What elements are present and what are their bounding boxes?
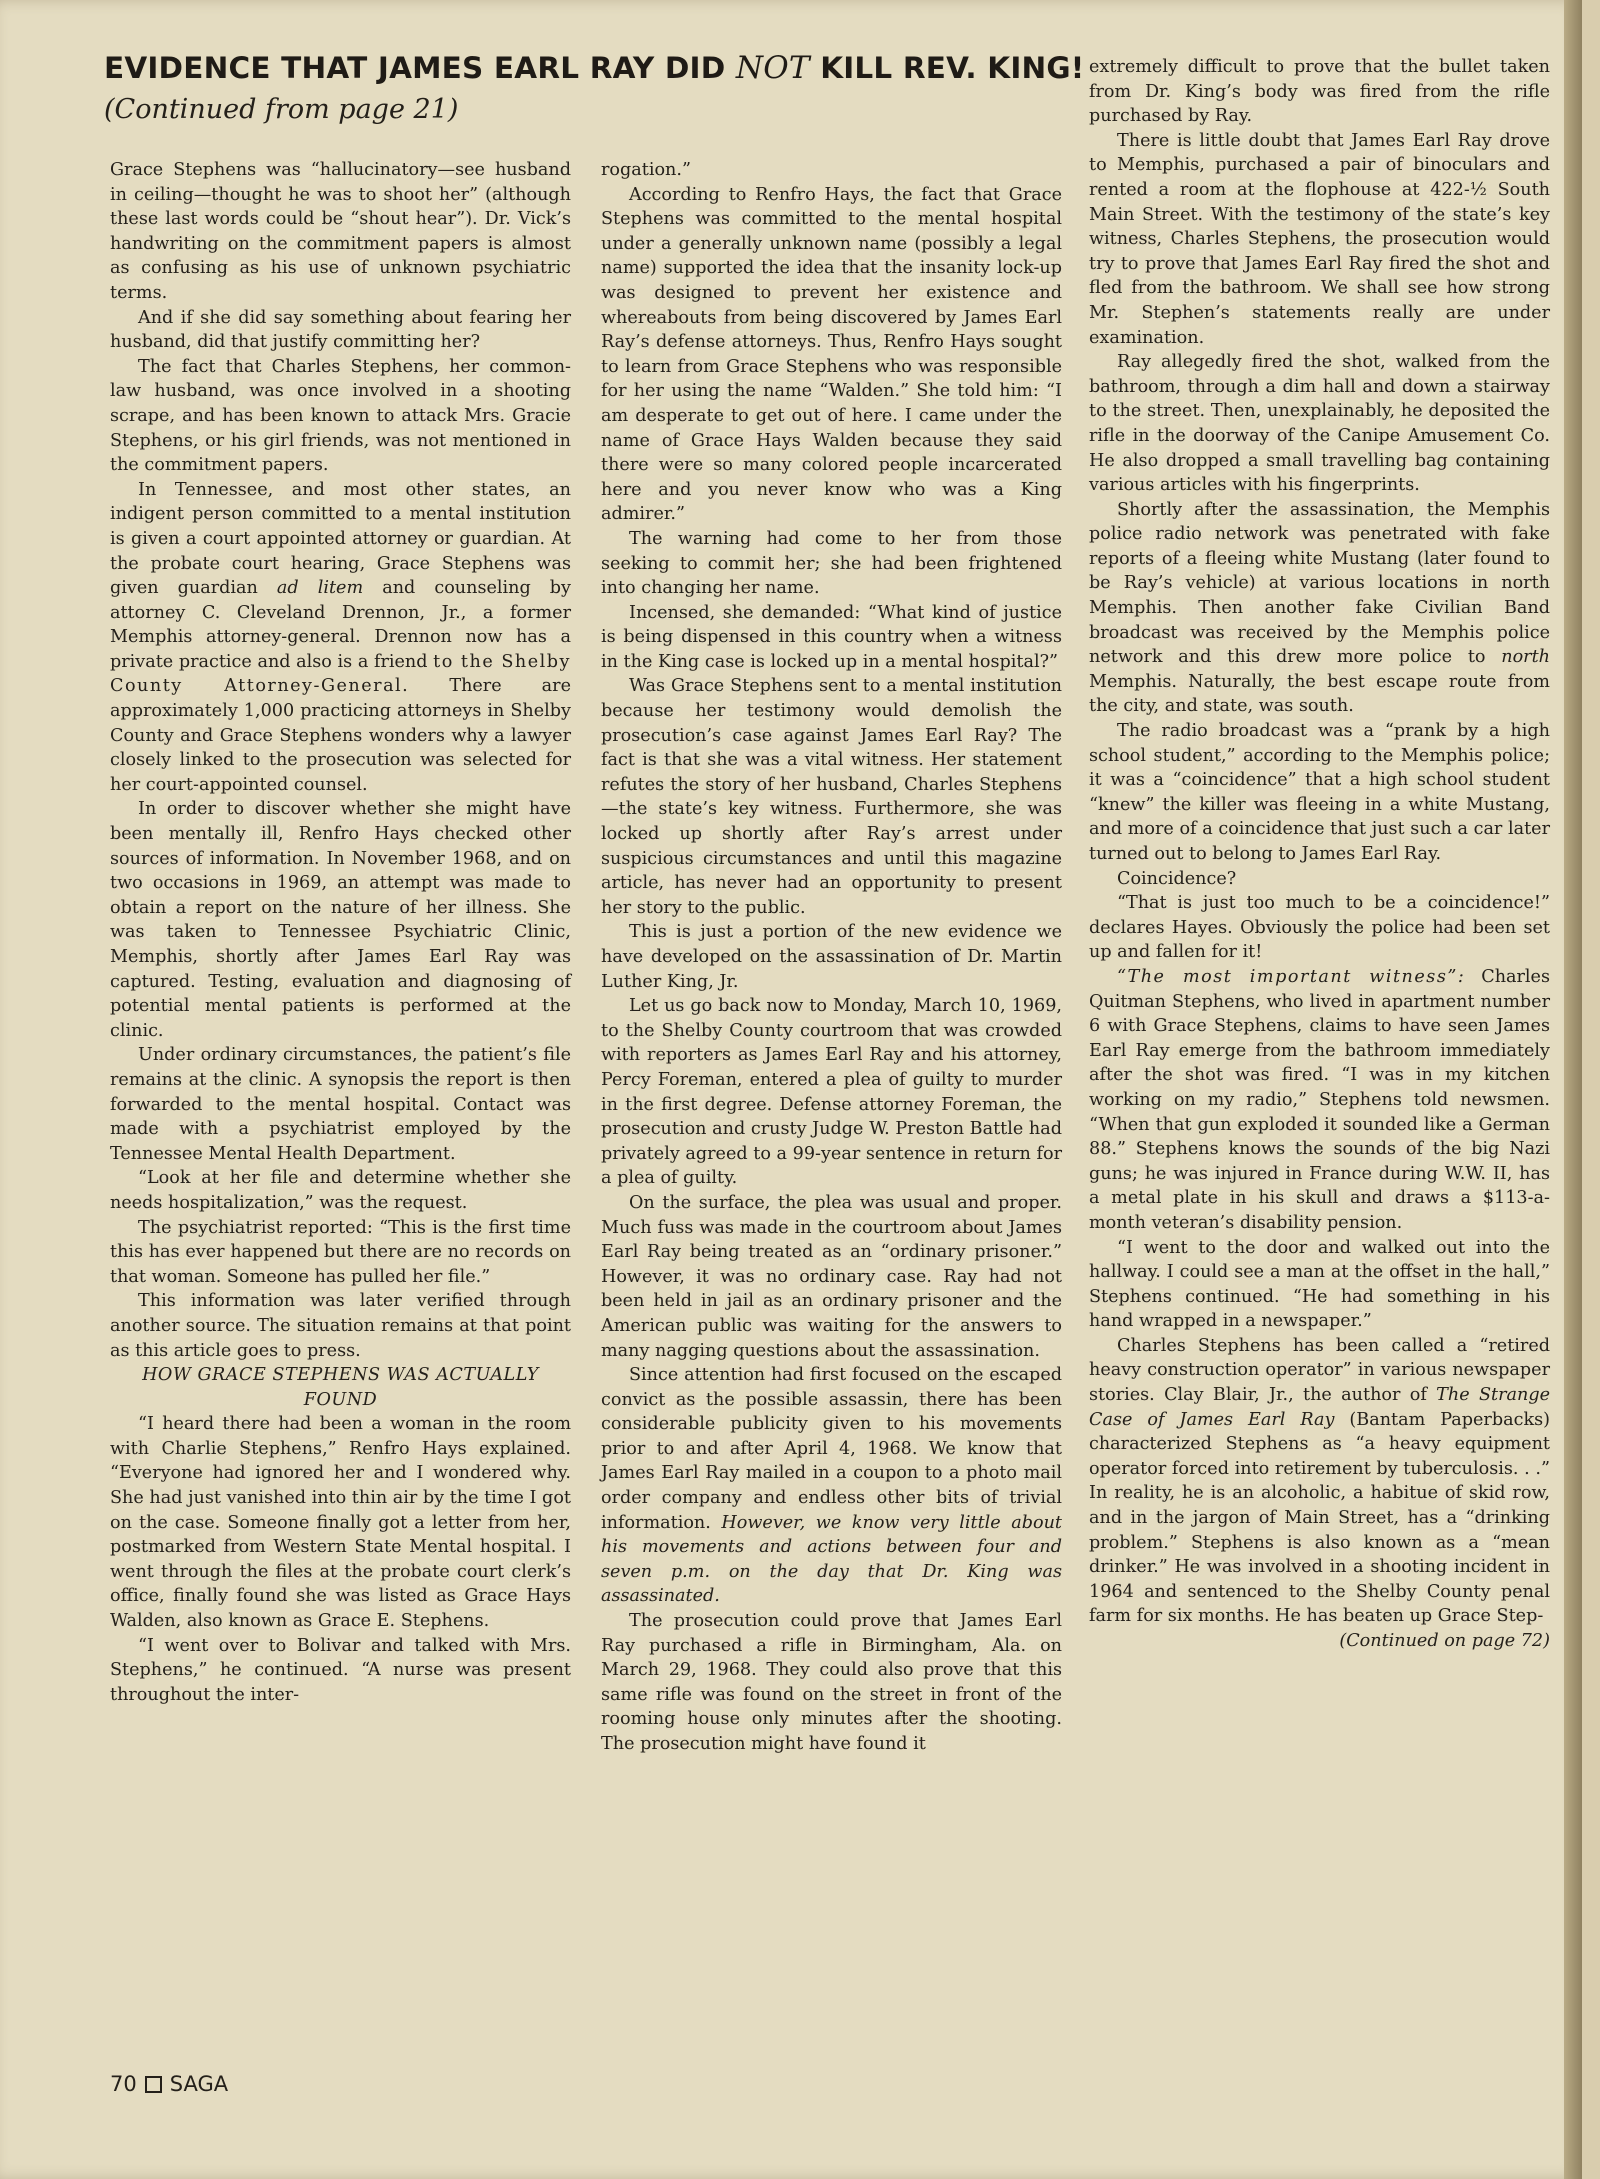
paragraph: “Look at her file and determine whether she needs hospitalization,” was the request. — [110, 1168, 571, 1213]
section-heading: HOW GRACE STEPHENS WAS ACTUALLY FOUND — [142, 1365, 539, 1410]
paragraph: Ray allegedly fired the shot, walked from the bathroom, through a dim hall and down a stairway to the street. Then, unexplainably, he deposited the rifle in the doorway of the Canipe Amusement Co. He also dropped a small travelling bag containing various articles with his fingerprints. — [1089, 352, 1550, 496]
text-run: Since attention had first focused on the escaped convict as the possible assassin, there has been considerable publicity given to his movements prior to and after April 4, 1968. We know that James Earl Ray mailed in a coupon to a photo mail order company and endless other bits of trivial information. — [601, 1365, 1062, 1533]
italic-subheading: “The most important witness”: — [1117, 966, 1466, 987]
square-box-icon — [145, 2076, 162, 2093]
text-run: Shortly after the assassination, the Memphis police radio network was penetrated with fake reports of a fleeing white Mustang (later found to be Ray’s vehicle) at various locations in north Memphis. Then another fake Civilian Band broadcast was received by the Memphis police network and this drew more police to — [1089, 499, 1550, 668]
paragraph: “I heard there had been a woman in the room with Charlie Stephens,” Renfro Hays explained. “Everyone had ignored her and I wondered why. She had just vanished into thin air by the time I got on the case. Someone finally got a letter from her, postmarked from Western State Mental hospital. I went through the files at the probate court clerk’s office, finally found she was listed as Grace Hays Walden, also known as Grace E. Stephens. — [110, 1414, 571, 1632]
text-column-1 — [110, 158, 571, 1707]
page-footer — [110, 2072, 228, 2096]
paragraph: “I went to the door and walked out into the hallway. I could see a man at the offset in the hall,” Stephens continued. “He had something in his hand wrapped in a newspaper.” — [1089, 1237, 1550, 1332]
paragraph: The fact that Charles Stephens, her common-law husband, was once involved in a shooting scrape, and has been known to attack Mrs. Gracie Stephens, or his girl friends, was not mentioned in the commitment papers. — [110, 356, 571, 476]
text-run: to the Shelby County Attorney-General. — [110, 651, 571, 697]
continued-on-note: (Continued on page 72) — [1339, 1631, 1550, 1651]
paragraph: “That is just too much to be a coincidence!” declares Hayes. Obviously the police had been set up and fallen for it! — [1089, 893, 1550, 963]
paragraph: On the surface, the plea was usual and proper. Much fuss was made in the courtroom about James Earl Ray being treated as an “ordinary prisoner.” However, it was no ordinary case. Ray had not been held in jail as an ordinary prisoner and the American public was waiting for the answers to many nagging questions about the assassination. — [601, 1192, 1062, 1361]
continued-from-note: (Continued from page 21) — [104, 94, 459, 125]
italic-text: ad litem — [276, 578, 364, 599]
text-column-3 — [1089, 55, 1550, 1654]
paragraph: The radio broadcast was a “prank by a high school student,” according to the Memphis police; it was a “coincidence” that a high school student “knew” the killer was fleeing in a white Mustang, and more of a coincidence that just such a car later turned out to belong to James Earl Ray. — [1089, 721, 1550, 864]
paragraph: The prosecution could prove that James Earl Ray purchased a rifle in Birmingham, Ala. on March 29, 1968. They could also prove that this same rifle was found on the street in front of the rooming house only minutes after the shooting. The prosecution might have found it — [601, 1611, 1062, 1754]
magazine-name: SAGA — [169, 2072, 229, 2096]
text-run: There are approximately 1,000 practicing attorneys in Shelby County and Grace Stephens wonders why a lawyer closely linked to the prosecution was selected for her court-appointed counsel. — [110, 676, 571, 795]
paragraph — [1089, 498, 1550, 719]
paragraph — [1089, 1334, 1550, 1629]
paragraph: Incensed, she demanded: “What kind of justice is being dispensed in this country when a witness in the King case is locked up in a mental hospital?” — [601, 602, 1062, 672]
paragraph: This information was later verified through another source. The situation remains at that point as this article goes to press. — [110, 1291, 571, 1361]
text-run: In Tennessee, and most other states, an indigent person committed to a mental institution is given a court appointed attorney or guardian. At the probate court hearing, Grace Stephens was given guardian — [110, 479, 571, 599]
italic-text: north — [1501, 647, 1550, 668]
paragraph: Was Grace Stephens sent to a mental institution because her testimony would demolish the prosecution’s case against James Earl Ray? The fact is that she was a vital witness. Her statement refutes the story of her husband, Charles Stephens—the state’s key witness. Furthermore, she was locked up shortly after Ray’s arrest under suspicious circumstances and until this magazine article, has never had an opportunity to present her story to the public. — [601, 676, 1062, 918]
text-run: Memphis. Naturally, the best escape route from the city, and state, was south. — [1089, 671, 1550, 717]
headline-text: EVIDENCE THAT JAMES EARL RAY DID — [104, 51, 736, 85]
paragraph: Grace Stephens was “hallucinatory—see husband in ceiling—thought he was to shoot her” (although these last words could be “shout hear”). Dr. Vick’s handwriting on the commitment papers is almost as confusing as his use of unknown psychiatric terms. — [110, 160, 571, 303]
paragraph: And if she did say something about fearing her husband, did that justify committing her? — [110, 307, 571, 353]
paragraph: In order to discover whether she might have been mentally ill, Renfro Hays checked other sources of information. In November 1968, and on two occasions in 1969, an attempt was made to obtain a report on the nature of her illness. She was taken to Tennessee Psychiatric Clinic, Memphis, shortly after James Earl Ray was captured. Testing, evaluation and diagnosing of potential mental patients is performed at the clinic. — [110, 799, 571, 1041]
paragraph: The psychiatrist reported: “This is the first time this has ever happened but there are no records on that woman. Someone has pulled her file.” — [110, 1217, 571, 1287]
paragraph — [601, 1363, 1062, 1609]
paragraph: The warning had come to her from those seeking to commit her; she had been frightened into changing her name. — [601, 528, 1062, 599]
page-edge — [1564, 0, 1582, 2179]
paragraph: There is little doubt that James Earl Ray drove to Memphis, purchased a pair of binoculars and rented a room at the flophouse at 422-½ South Main Street. With the testimony of the state’s key witness, Charles Stephens, the prosecution would try to prove that James Earl Ray fired the shot and fled from the bathroom. We shall see how strong Mr. Stephen’s statements really are under examination. — [1089, 130, 1550, 348]
page-number: 70 — [110, 2072, 137, 2096]
headline-text-end: KILL REV. KING! — [809, 51, 1085, 85]
paragraph: Under ordinary circumstances, the patient’s file remains at the clinic. A synopsis the report is then forwarded to the mental hospital. Contact was made with a psychiatrist employed by the Tennessee Mental Health Department. — [110, 1045, 571, 1164]
text-run: and counseling by attorney C. Cleveland Drennon, Jr., a former Memphis attorney-general. Drennon now has a private practice and also is a friend — [110, 578, 571, 672]
text-column-2 — [601, 158, 1062, 1757]
text-run: (Bantam Paperbacks) characterized Stephens as “a heavy equipment operator forced into retirement by tuberculosis. . .” In reality, he is an alcoholic, a habitue of skid row, and in the jargon of Main Street, has a “drinking problem.” Stephens is also known as a “mean drinker.” He was involved in a shooting incident in 1964 and sentenced to the Shelby County penal farm for six months. He has beaten up Grace Step- — [1089, 1409, 1551, 1627]
paragraph: This is just a portion of the new evidence we have developed on the assassination of Dr. Martin Luther King, Jr. — [601, 922, 1062, 992]
paragraph — [1089, 965, 1550, 1236]
paragraph: Coincidence? — [1117, 868, 1237, 889]
paragraph: Let us go back now to Monday, March 10, 1969, to the Shelby County courtroom that was crowded with reporters as James Earl Ray and his attorney, Percy Foreman, entered a plea of guilty to murder in the first degree. Defense attorney Foreman, the prosecution and crusty Judge W. Preston Battle had privately agreed to a 99-year sentence in return for a plea of guilty. — [601, 996, 1062, 1189]
paragraph — [110, 478, 571, 798]
book-title: The Strange Case of James Earl Ray — [1089, 1385, 1550, 1430]
text-run: Charles Stephens has been called a “retired heavy construction operator” in various newspaper stories. Clay Blair, Jr., the author of — [1089, 1335, 1550, 1406]
paragraph: extremely difficult to prove that the bullet taken from Dr. King’s body was fired from the rifle purchased by Ray. — [1089, 57, 1550, 127]
paragraph: “I went over to Bolivar and talked with Mrs. Stephens,” he continued. “A nurse was present throughout the inter- — [110, 1635, 571, 1705]
headline-emphasis: NOT — [735, 50, 810, 86]
text-run: Charles Quitman Stephens, who lived in apartment number 6 with Grace Stephens, claims to have seen James Earl Ray emerge from the bathroom immediately after the shot was fired. “I was in my kitchen working on my radio,” Stephens told newsmen. “When that gun exploded it sounded like a German 88.” Stephens knows the sounds of the big Nazi guns; he was injured in France during W.W. II, has a metal plate in his skull and draws a $113-a-month veteran’s disability pension. — [1089, 966, 1550, 1233]
italic-text: However, we know very little about his movements and actions between four and seven p.m. on the day that Dr. King was assassinated. — [601, 1512, 1062, 1607]
paragraph: According to Renfro Hays, the fact that Grace Stephens was committed to the mental hospital under a generally unknown name (possibly a legal name) supported the idea that the insanity lock-up was designed to prevent her existence and whereabouts from being discovered by James Earl Ray’s defense attorneys. Thus, Renfro Hays sought to learn from Grace Stephens who was responsible for her using the name “Walden.” She told him: “I am desperate to get out of here. I came under the name of Grace Hays Walden because they said there were so many colored people incarcerated here and you never know who was a King admirer.” — [601, 184, 1062, 525]
paragraph: rogation.” — [601, 160, 691, 180]
